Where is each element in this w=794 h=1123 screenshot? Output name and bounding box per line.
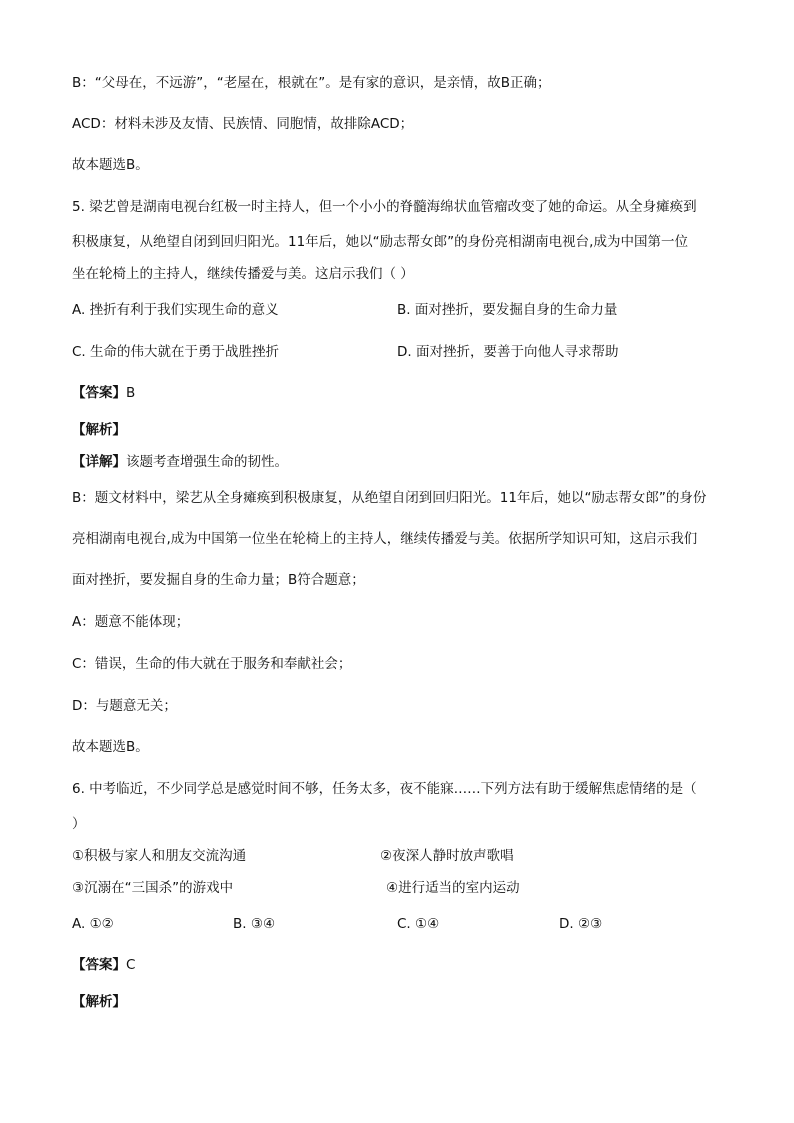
q5-a-explanation: A：题意不能体现； — [72, 614, 190, 630]
q5-detail — [72, 452, 288, 472]
q6-option-b: B. ③④ — [233, 916, 276, 932]
detail-label: 【详解】 — [72, 454, 126, 470]
q5-option-d: D. 面对挫折，要善于向他人寻求帮助 — [397, 344, 619, 360]
q5-answer — [72, 383, 135, 403]
q5-option-c: C. 生命的伟大就在于勇于战胜挫折 — [72, 344, 280, 360]
q5-explain-line-1: B：题文材料中，梁艺从全身瘫痪到积极康复，从绝望自闭到回归阳光。11年后，她以“励志帮女郎”的身份 — [72, 490, 707, 506]
answer-label: 【答案】 — [72, 385, 126, 401]
q6-stem-line-1: 6. 中考临近，不少同学总是感觉时间不够，任务太多，夜不能寐……下列方法有助于缓解焦虑情绪的是（ — [72, 781, 697, 797]
q5-stem-line-2: 积极康复，从绝望自闭到回归阳光。11年后，她以“励志帮女郎”的身份亮相湖南电视台,成为中国第一位 — [72, 234, 688, 250]
q5-option-b: B. 面对挫折，要发掘自身的生命力量 — [397, 302, 618, 318]
answer-value: C — [126, 957, 136, 973]
q6-option-d: D. ②③ — [559, 916, 603, 932]
q5-explain-line-2: 亮相湖南电视台,成为中国第一位坐在轮椅上的主持人，继续传播爱与美。依据所学知识可知，这启示我们 — [72, 531, 698, 547]
q5-stem-line-3: 坐在轮椅上的主持人，继续传播爱与美。这启示我们（ ） — [72, 266, 414, 282]
q5-c-explanation: C：错误，生命的伟大就在于服务和奉献社会； — [72, 656, 352, 672]
prev-acd-explanation: ACD：材料未涉及友情、民族情、同胞情，故排除ACD； — [72, 116, 414, 132]
q5-stem-line-1: 5. 梁艺曾是湖南电视台红极一时主持人，但一个小小的脊髓海绵状血管瘤改变了她的命运。从全身瘫痪到 — [72, 199, 697, 215]
q6-item-3: ③沉溺在“三国杀”的游戏中 — [72, 880, 234, 896]
q6-option-a: A. ①② — [72, 916, 114, 932]
detail-text: 该题考查增强生命的韧性。 — [126, 454, 288, 470]
q5-option-a: A. 挫折有利于我们实现生命的意义 — [72, 302, 279, 318]
q6-item-4: ④进行适当的室内运动 — [386, 880, 520, 896]
q6-stem-line-2: ） — [72, 816, 86, 832]
q5-explain-line-3: 面对挫折，要发掘自身的生命力量；B符合题意； — [72, 572, 365, 588]
q6-option-c: C. ①④ — [397, 916, 440, 932]
answer-label: 【答案】 — [72, 957, 126, 973]
q6-answer — [72, 955, 135, 975]
q6-item-2: ②夜深人静时放声歌唱 — [380, 848, 514, 864]
q5-analysis-label: 【解析】 — [72, 422, 126, 438]
answer-value: B — [126, 385, 136, 401]
q6-item-1: ①积极与家人和朋友交流沟通 — [72, 848, 247, 864]
q5-conclusion: 故本题选B。 — [72, 739, 149, 755]
q5-d-explanation: D：与题意无关； — [72, 698, 177, 714]
prev-b-explanation: B：“父母在，不远游”，“老屋在，根就在”。是有家的意识，是亲情，故B正确； — [72, 75, 551, 91]
prev-conclusion: 故本题选B。 — [72, 157, 149, 173]
q6-analysis-label: 【解析】 — [72, 994, 126, 1010]
